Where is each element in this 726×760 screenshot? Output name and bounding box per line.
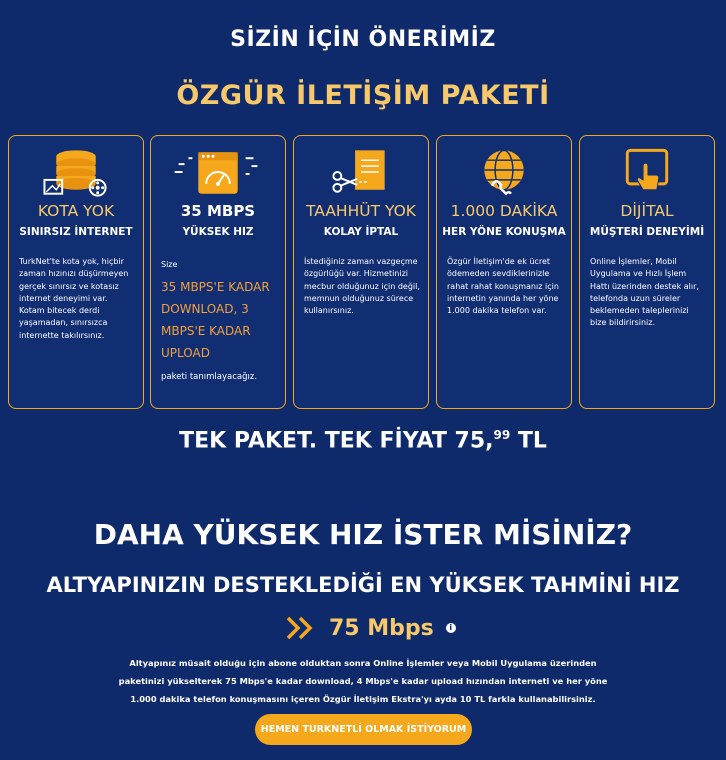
card-description: Özgür İletişim'de ek ücret ödemeden sevdiklerinizle rahat rahat konuşmanız için internetin yanında her yöne 1.000 dakika telefon var. <box>447 257 559 316</box>
max-speed-value: 75 Mbps <box>329 615 434 641</box>
card-subtitle: KOLAY İPTAL <box>323 226 399 238</box>
speedometer-icon <box>151 144 285 202</box>
feature-card-kota <box>8 135 144 409</box>
fine-print: Altyapınız müsait olduğu için abone olduktan sonra Online İşlemler veya Mobil Uygulama üzerinden paketinizi yükselterek 75 Mbps'e kadar download, 4 Mbps'e kadar upload hızından interneti ve her yöne 1.000 dakika telefon konuşmasını içeren Özgür İletişim Ekstra'yı ayda 10 TL farkla kullanabilirsiniz. <box>118 658 608 704</box>
card-title: DİJİTAL <box>620 202 674 220</box>
card-description: Online İşlemler, Mobil Uygulama ve Hızlı İşlem Hattı üzerinden destek alır, telefonda uzun süreler beklemeden taleplerinizi bize bildirirsiniz. <box>590 257 699 328</box>
feature-card-digital <box>579 135 715 409</box>
card-description-prefix: Size <box>161 260 178 269</box>
tablet-touch-icon <box>580 144 714 202</box>
become-customer-button[interactable]: HEMEN TURKNETLİ OLMAK İSTİYORUM <box>255 714 472 745</box>
scissors-document-icon <box>294 144 428 202</box>
globe-phone-icon <box>437 144 571 202</box>
card-description-suffix: paketi tanımlayacağız. <box>161 372 258 382</box>
card-title: 1.000 DAKİKA <box>450 202 558 220</box>
card-subtitle: SINIRSIZ İNTERNET <box>19 226 133 238</box>
speed-highlight: 35 MBPS'E KADAR DOWNLOAD, 3 MBPS'E KADAR UPLOAD <box>161 280 270 360</box>
card-title: 35 MBPS <box>180 202 256 220</box>
price-cents: 99 <box>493 428 511 442</box>
infra-title: ALTYAPINIZIN DESTEKLEDİĞİ EN YÜKSEK TAHMİNİ HIZ <box>46 573 680 597</box>
database-media-icon <box>9 144 143 202</box>
info-icon[interactable]: i <box>446 623 456 633</box>
feature-card-commitment <box>293 135 429 409</box>
card-subtitle: YÜKSEK HIZ <box>182 226 254 238</box>
price-line <box>0 428 726 453</box>
card-subtitle: HER YÖNE KONUŞMA <box>442 226 566 238</box>
card-title: TAAHHÜT YOK <box>306 202 416 220</box>
feature-card-minutes <box>436 135 572 409</box>
card-description: TurkNet'te kota yok, hiçbir zaman hızınızı düşürmeyen gerçek sınırsız ve kotasız internet deneyimi var. Kotam bitecek derdi yaşamadan, sınırsızca internette takılırsınız. <box>19 257 129 340</box>
speed-question: DAHA YÜKSEK HIZ İSTER MİSİNİZ? <box>93 518 633 551</box>
price-currency: TL <box>517 428 547 454</box>
package-name: ÖZGÜR İLETİŞİM PAKETİ <box>176 80 550 111</box>
max-speed-row <box>285 612 456 644</box>
section-heading: SİZİN İÇİN ÖNERİMİZ <box>230 27 496 52</box>
card-description: İstediğiniz zaman vazgeçme özgürlüğü var. Hizmetinizi mecbur olduğunuz için değil, memnun olduğunuz sürece kullanırsınız. <box>304 257 420 316</box>
card-title: KOTA YOK <box>37 202 115 220</box>
feature-card-speed <box>150 135 286 409</box>
price-text: TEK PAKET. TEK FİYAT 75, <box>179 428 494 454</box>
double-chevron-right-icon <box>285 614 321 642</box>
card-subtitle: MÜŞTERİ DENEYİMİ <box>589 226 705 238</box>
